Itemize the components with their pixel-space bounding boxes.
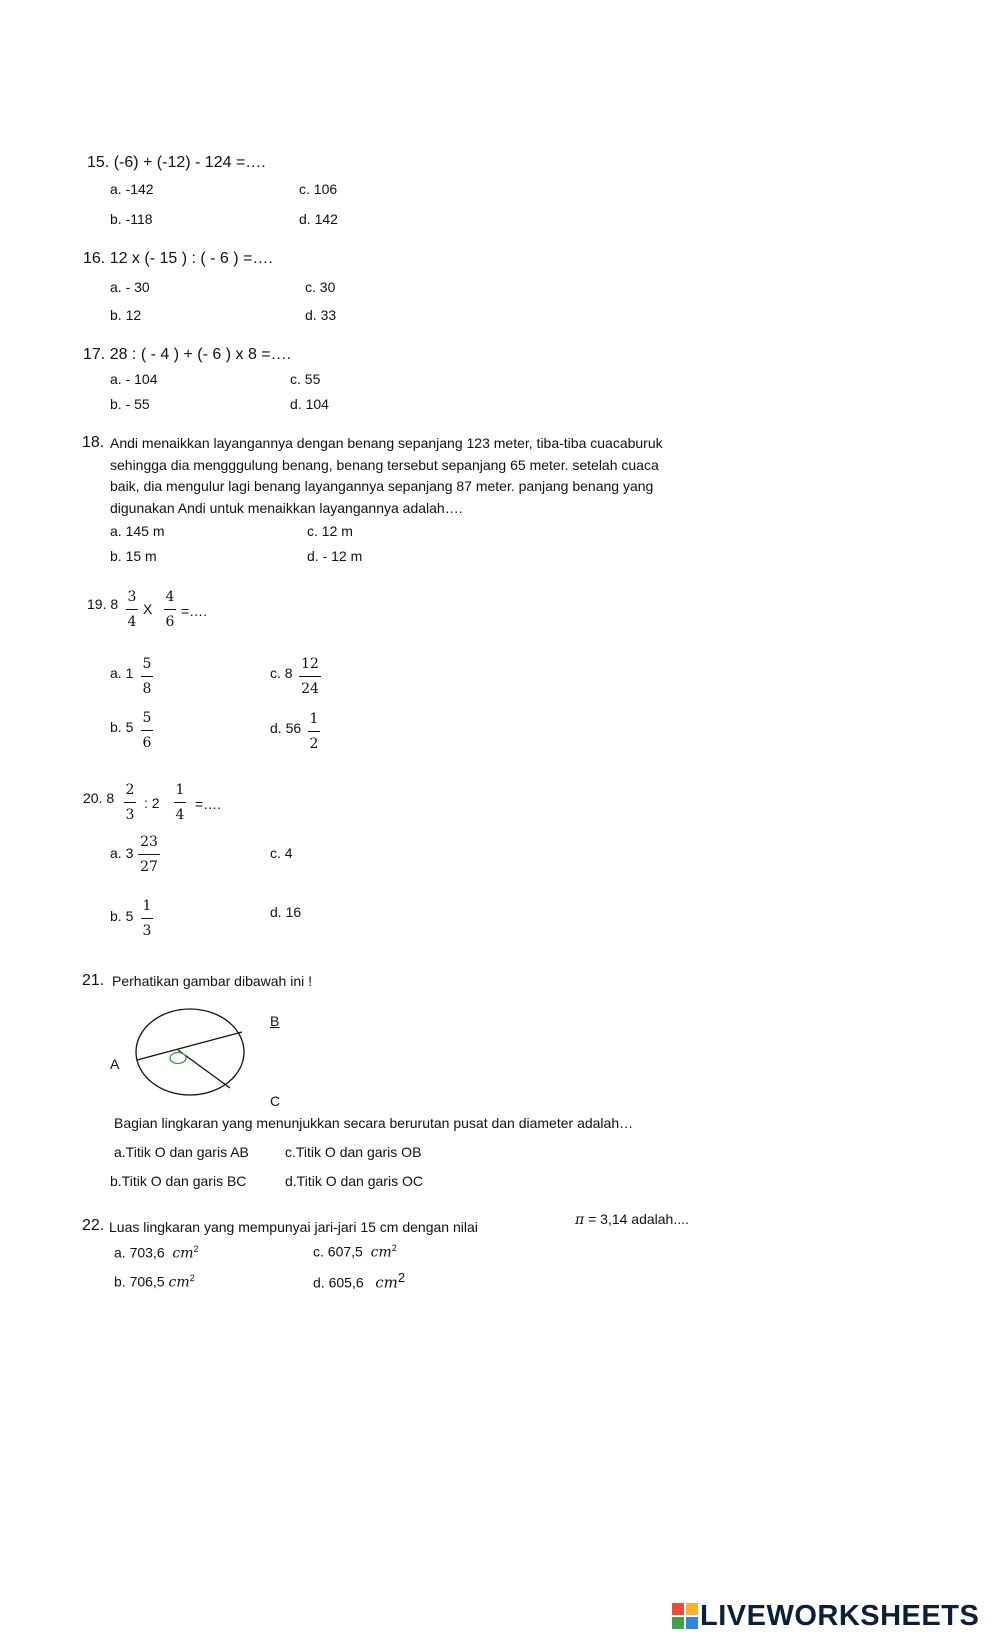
q19-option-d-fraction[interactable]: 1 2 <box>309 711 319 752</box>
q18-text: Andi menaikkan layangannya dengan benang sepanjang 123 meter, tiba-tiba cuacaburuk sehingga dia mengggulung benang, benang tersebut sepanjang 65 meter. setelah cuaca baik, dia mengulur lagi benang layangannya sepanjang 87 meter. panjang benang yang digunakan Andi untuk menaikkan layangannya adalah…. <box>110 435 663 516</box>
q16-option-a[interactable]: a. - 30 <box>110 279 150 295</box>
q20-equals: =…. <box>195 796 222 812</box>
center-point-o <box>170 1053 186 1064</box>
unit-cm: cm <box>375 1273 398 1292</box>
chord-ab <box>137 1032 242 1060</box>
q21-option-c[interactable]: c.Titik O dan garis OB <box>285 1144 422 1160</box>
q22-option-c-value: c. 607,5 <box>313 1243 363 1260</box>
q19-option-c-label[interactable]: c. 8 <box>270 665 293 681</box>
q17-option-a[interactable]: a. - 104 <box>110 371 158 387</box>
q20-option-a-fraction[interactable]: 23 27 <box>138 835 160 874</box>
q22-number: 22. <box>82 1217 105 1234</box>
q20-option-c[interactable]: c. 4 <box>270 845 293 861</box>
q20-option-b-label[interactable]: b. 5 <box>110 908 134 924</box>
pi-symbol: π <box>575 1212 585 1228</box>
logo-text: LIVEWORKSHEETS <box>700 1599 980 1632</box>
q20-option-b-fraction[interactable]: 1 3 <box>142 898 152 939</box>
unit-exponent: 2 <box>189 1273 195 1283</box>
q15-option-c[interactable]: c. 106 <box>299 181 338 197</box>
q15-option-b[interactable]: b. -118 <box>110 211 153 227</box>
q19-fraction-1: 3 4 <box>127 589 137 630</box>
q18-option-b[interactable]: b. 15 m <box>110 548 157 564</box>
q21-option-b[interactable]: b.Titik O dan garis BC <box>110 1173 247 1189</box>
q21-option-d[interactable]: d.Titik O dan garis OC <box>285 1173 423 1189</box>
q19-option-d-label[interactable]: d. 56 <box>270 720 302 736</box>
q17-option-c[interactable]: c. 55 <box>290 371 321 387</box>
q22-option-d-value: d. 605,6 <box>313 1274 364 1291</box>
q15-stem: 15. (-6) + (-12) - 124 =…. <box>87 154 266 171</box>
q20-stem: 20. 8 <box>83 790 115 806</box>
q21-option-a[interactable]: a.Titik O dan garis AB <box>114 1144 249 1160</box>
q16-option-b[interactable]: b. 12 <box>110 307 142 323</box>
circle-outline <box>136 1009 244 1095</box>
q19-equals: =…. <box>181 603 208 619</box>
unit-cm: cm <box>172 1245 194 1262</box>
q18-number: 18. <box>82 434 105 451</box>
q22-pi-value <box>575 1212 689 1227</box>
q22-stem: Luas lingkaran yang mempunyai jari-jari 15 cm dengan nilai <box>109 1219 478 1235</box>
unit-cm: cm <box>168 1274 190 1291</box>
q22-option-b[interactable] <box>114 1274 195 1290</box>
unit-cm: cm <box>370 1244 392 1261</box>
q18-option-a[interactable]: a. 145 m <box>110 523 165 539</box>
q22-option-c[interactable] <box>313 1244 397 1260</box>
q20-fraction-1: 2 3 <box>125 782 135 823</box>
q15-option-a[interactable]: a. -142 <box>110 181 154 197</box>
q21-question: Bagian lingkaran yang menunjukkan secara berurutan pusat dan diameter adalah… <box>114 1115 634 1131</box>
unit-exponent: 2 <box>193 1244 199 1254</box>
q22-option-a-value: a. 703,6 <box>114 1244 165 1261</box>
q16-option-d[interactable]: d. 33 <box>305 307 337 323</box>
label-c: C <box>270 1093 281 1109</box>
q19-operator: X <box>143 601 153 617</box>
q19-option-b-fraction[interactable]: 5 6 <box>142 710 152 751</box>
q20-fraction-2: 1 4 <box>175 782 185 823</box>
q19-option-a-fraction[interactable]: 5 8 <box>142 656 152 697</box>
q17-stem: 17. 28 : ( - 4 ) + (- 6 ) x 8 =…. <box>83 346 292 363</box>
unit-exponent: 2 <box>391 1243 397 1253</box>
q19-option-c-fraction[interactable]: 12 24 <box>299 657 321 696</box>
q20-operator: : 2 <box>144 795 160 811</box>
q19-stem: 19. 8 <box>87 596 119 612</box>
q20-option-a-label[interactable]: a. 3 <box>110 845 134 861</box>
unit-exponent: 2 <box>397 1270 406 1285</box>
liveworksheets-logo <box>672 1600 979 1632</box>
q17-option-b[interactable]: b. - 55 <box>110 396 150 412</box>
q18-option-c[interactable]: c. 12 m <box>307 523 353 539</box>
q19-option-b-label[interactable]: b. 5 <box>110 719 134 735</box>
circle-diagram <box>134 1006 248 1098</box>
label-a: A <box>110 1056 120 1072</box>
q16-stem: 16. 12 x (- 15 ) : ( - 6 ) =…. <box>83 250 273 267</box>
q22-option-a[interactable] <box>114 1245 199 1261</box>
q19-option-a-label[interactable]: a. 1 <box>110 665 134 681</box>
q16-option-c[interactable]: c. 30 <box>305 279 336 295</box>
q19-fraction-2: 4 6 <box>165 589 175 630</box>
q22-option-b-value: b. 706,5 <box>114 1273 165 1290</box>
logo-icon <box>672 1603 698 1629</box>
label-b: B <box>270 1013 280 1029</box>
pi-text: = 3,14 adalah.... <box>584 1211 689 1227</box>
q21-stem: Perhatikan gambar dibawah ini ! <box>112 973 313 989</box>
q20-option-d[interactable]: d. 16 <box>270 904 302 920</box>
q18-option-d[interactable]: d. - 12 m <box>307 548 363 564</box>
q17-option-d[interactable]: d. 104 <box>290 396 329 412</box>
q15-option-d[interactable]: d. 142 <box>299 211 338 227</box>
q21-number: 21. <box>82 972 105 989</box>
q22-option-d[interactable] <box>313 1271 405 1291</box>
